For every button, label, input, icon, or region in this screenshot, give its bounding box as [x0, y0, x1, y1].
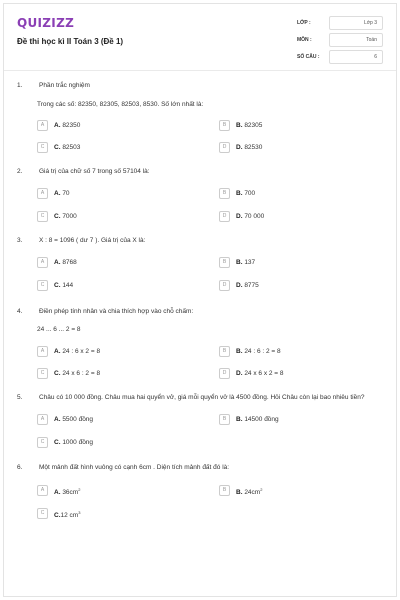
option-text: 70 — [62, 190, 70, 197]
quizizz-logo: QUIZIZZ — [17, 16, 75, 30]
option-key: B — [219, 414, 230, 425]
option-key: D — [219, 142, 230, 153]
meta-value: 6 — [329, 50, 383, 64]
option-key: D — [219, 280, 230, 291]
question-text: Châu có 10 000 đồng. Châu mua hai quyển vở, giá mỗi quyển vở là 4500 đồng. Hỏi Châu còn lại bao nhiêu tiền? — [39, 394, 365, 401]
option-letter: C. — [54, 370, 61, 377]
option-letter: C. — [54, 144, 61, 151]
option-key: A — [37, 414, 48, 425]
meta-label: LỚP : — [297, 20, 311, 26]
option-text: 82530 — [244, 144, 263, 151]
question-subtext: 24 ... 6 ... 2 = 8 — [37, 326, 81, 333]
question-number: 5. — [17, 394, 23, 401]
meta-value: Toán — [329, 33, 383, 47]
meta-row-count — [297, 50, 383, 67]
option-text: 14500 đồng — [244, 416, 279, 423]
option-key: C — [37, 437, 48, 448]
option-key: B — [219, 346, 230, 357]
option-text: 12 cm — [60, 512, 79, 520]
question-number: 1. — [17, 82, 23, 89]
option-letter: B. — [236, 122, 243, 129]
option-text: 8775 — [244, 282, 259, 289]
option-text: 24 : 6 : 2 = 8 — [244, 348, 281, 355]
option-exponent: 2 — [260, 487, 263, 492]
option-letter: C. — [54, 213, 61, 220]
option-letter: D. — [236, 144, 243, 151]
option-text: 82350 — [62, 122, 81, 129]
option-key: B — [219, 485, 230, 496]
meta-label: MÔN : — [297, 37, 312, 43]
option-key: A — [37, 257, 48, 268]
option-text: 144 — [62, 282, 74, 289]
question-number: 2. — [17, 168, 23, 175]
option-text: 82503 — [62, 144, 81, 151]
header-divider — [4, 70, 396, 71]
option-text: 1000 đồng — [62, 439, 94, 446]
option-letter: A. — [54, 259, 61, 266]
option-key: D — [219, 211, 230, 222]
option-text: 8768 — [62, 259, 77, 266]
option-key: A — [37, 120, 48, 131]
meta-label: SỐ CÂU : — [297, 54, 320, 60]
option-text: 24cm — [244, 489, 261, 497]
option-text: 137 — [244, 259, 256, 266]
option-key: A — [37, 485, 48, 496]
option-letter: A. — [54, 348, 61, 355]
question-text: Giá trị của chữ số 7 trong số 57104 là: — [39, 168, 150, 175]
question-text: Phần trắc nghiệm — [39, 82, 90, 89]
option-letter: D. — [236, 282, 243, 289]
option-key: C — [37, 211, 48, 222]
worksheet-title: Đề thi học kì II Toán 3 (Đề 1) — [17, 37, 124, 46]
option-letter: C. — [54, 282, 61, 289]
question-number: 4. — [17, 308, 23, 315]
meta-row-grade — [297, 16, 383, 33]
question-number: 6. — [17, 464, 23, 471]
worksheet-header — [17, 16, 383, 66]
meta-row-subject — [297, 33, 383, 50]
option-text: 7000 — [62, 213, 77, 220]
option-key: C — [37, 280, 48, 291]
option-letter: A. — [54, 190, 61, 197]
question-text: Điền phép tính nhân và chia thích hợp vào chỗ chấm: — [39, 308, 194, 315]
question-text: Một mảnh đất hình vuông có cạnh 6cm . Diện tích mảnh đất đó là: — [39, 464, 230, 471]
option-key: D — [219, 368, 230, 379]
option-letter: A. — [54, 416, 61, 423]
option-text: 5500 đồng — [62, 416, 94, 423]
option-key: C — [37, 508, 48, 519]
option-letter: A. — [54, 122, 61, 129]
option-exponent: 3 — [78, 510, 81, 515]
option-letter: C. — [54, 512, 61, 520]
option-text: 24 x 6 : 2 = 8 — [62, 370, 101, 377]
option-text: 36cm — [62, 489, 79, 497]
meta-value: Lớp 3 — [329, 16, 383, 30]
option-letter: B. — [236, 348, 243, 355]
worksheet-page — [3, 3, 397, 597]
question-text: X : 8 = 1096 ( dư 7 ). Giá trị của X là: — [39, 237, 146, 244]
option-letter: D. — [236, 370, 243, 377]
option-key: A — [37, 188, 48, 199]
option-letter: B. — [236, 259, 243, 266]
option-letter: B. — [236, 416, 243, 423]
option-letter: A. — [54, 489, 61, 497]
option-text: 24 : 6 x 2 = 8 — [62, 348, 101, 355]
option-letter: C. — [54, 439, 61, 446]
option-key: A — [37, 346, 48, 357]
option-letter: B. — [236, 190, 243, 197]
option-key: C — [37, 142, 48, 153]
option-letter: B. — [236, 489, 243, 497]
option-text: 82305 — [244, 122, 263, 129]
option-letter: D. — [236, 213, 243, 220]
meta-panel — [297, 16, 383, 67]
question-number: 3. — [17, 237, 23, 244]
option-text: 24 x 6 x 2 = 8 — [244, 370, 284, 377]
option-key: C — [37, 368, 48, 379]
question-subtext: Trong các số: 82350, 82305, 82503, 8530. Số lớn nhất là: — [37, 101, 204, 108]
option-key: B — [219, 188, 230, 199]
option-key: B — [219, 120, 230, 131]
option-text: 70 000 — [244, 213, 265, 220]
option-exponent: 2 — [78, 487, 81, 492]
option-text: 700 — [244, 190, 256, 197]
option-key: B — [219, 257, 230, 268]
